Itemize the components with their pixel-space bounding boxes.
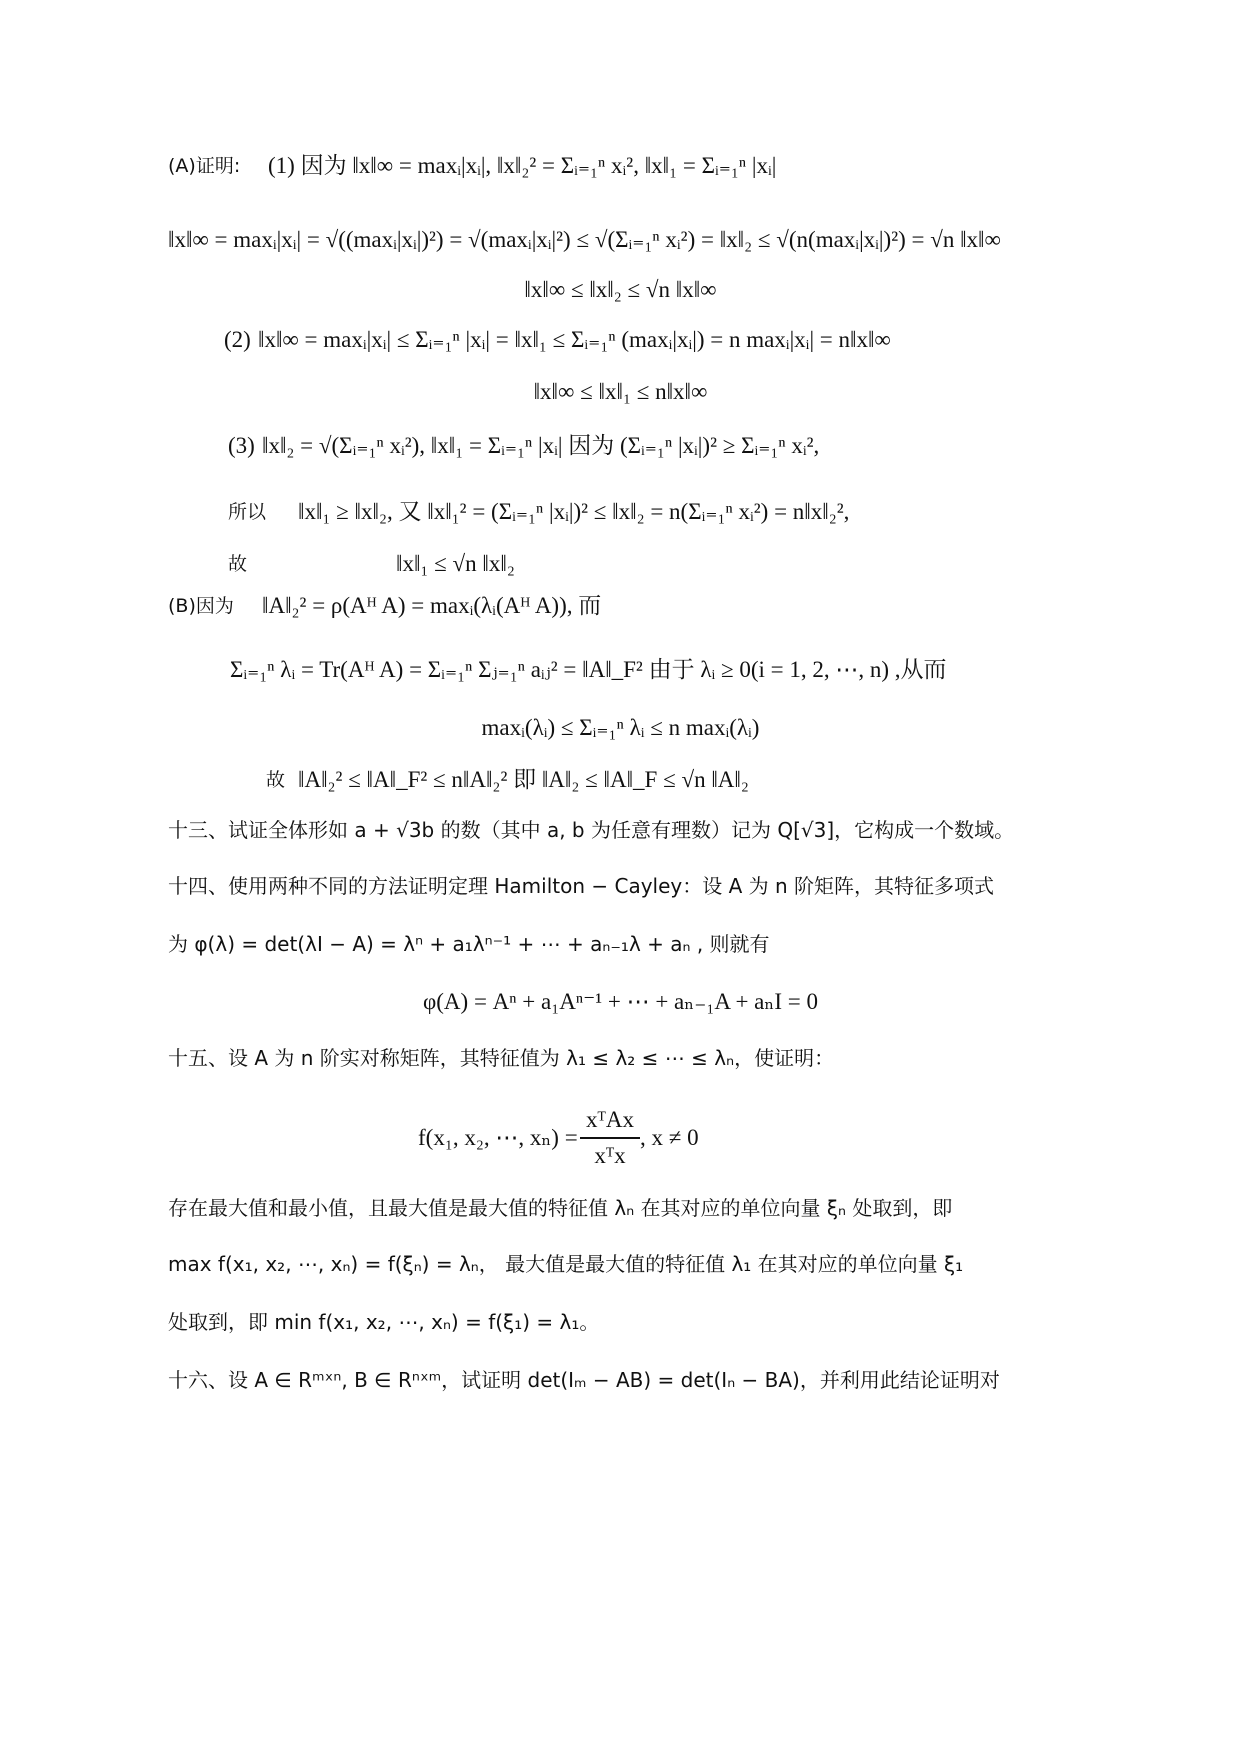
problem-15-text-2: max f(x₁, x₂, ⋯, xₙ) = f(ξₙ) = λₙ， 最大值是最大值的特征值 λ₁ 在其对应的单位向量 ξ₁ (168, 1252, 964, 1276)
part-b-result-formula: ‖A‖₂² ≤ ‖A‖_F² ≤ n‖A‖₂² 即 ‖A‖₂ ≤ ‖A‖_F ≤ √n ‖A‖₂ (298, 767, 749, 792)
part-a2-inequality-chain: ‖x‖∞ = maxᵢ|xᵢ| ≤ Σᵢ₌₁ⁿ |xᵢ| = ‖x‖₁ ≤ Σᵢ₌₁ⁿ (maxᵢ|xᵢ|) = n maxᵢ|xᵢ| = n‖x‖∞ (258, 327, 891, 352)
problem-15-lhs: f(x₁, x₂, ⋯, xₙ) = (418, 1125, 578, 1150)
part-b-max-inequality: maxᵢ(λᵢ) ≤ Σᵢ₌₁ⁿ λᵢ ≤ n maxᵢ(λᵢ) (481, 715, 760, 740)
problem-14: 十四、使用两种不同的方法证明定理 Hamilton − Cayley：设 A 为 n 阶矩阵，其特征多项式 (168, 874, 995, 898)
part-a3-so-formula: ‖x‖₁ ≥ ‖x‖₂, 又 ‖x‖₁² = (Σᵢ₌₁ⁿ |xᵢ|)² ≤ ‖x‖₂ = n(Σᵢ₌₁ⁿ xᵢ²) = n‖x‖₂², (298, 499, 850, 524)
part-a1-inequality-chain: ‖x‖∞ = maxᵢ|xᵢ| = √((maxᵢ|xᵢ|)²) = √(maxᵢ|xᵢ|²) ≤ √(Σᵢ₌₁ⁿ xᵢ²) = ‖x‖₂ ≤ √(n(maxᵢ|xᵢ|)²) = √n ‖x‖∞ (168, 227, 1001, 252)
part-a-intro-formula: (1) 因为 ‖x‖∞ = maxᵢ|xᵢ|, ‖x‖₂² = Σᵢ₌₁ⁿ xᵢ², ‖x‖₁ = Σᵢ₌₁ⁿ |xᵢ| (268, 153, 777, 178)
problem-15-denominator: xᵀx (594, 1143, 626, 1168)
problem-15-text-3: 处取到，即 min f(x₁, x₂, ⋯, xₙ) = f(ξ₁) = λ₁。 (168, 1310, 600, 1334)
problem-15: 十五、设 A 为 n 阶实对称矩阵，其特征值为 λ₁ ≤ λ₂ ≤ ⋯ ≤ λₙ，使证明： (168, 1046, 835, 1070)
part-a3-hence-label: 故 (228, 553, 248, 575)
part-a3-so-label: 所以 (228, 501, 267, 523)
part-a1-result: ‖x‖∞ ≤ ‖x‖₂ ≤ √n ‖x‖∞ (524, 277, 717, 302)
fraction-bar (580, 1137, 640, 1139)
part-a-label: (A)证明: (168, 155, 241, 177)
problem-16: 十六、设 A ∈ Rᵐˣⁿ, B ∈ Rⁿˣᵐ，试证明 det(Iₘ − AB) = det(Iₙ − BA)，并利用此结论证明对 (168, 1368, 1000, 1392)
part-b-label: (B)因为 (168, 595, 234, 617)
problem-15-rhs: , x ≠ 0 (640, 1125, 699, 1150)
part-a3-definitions: ‖x‖₂ = √(Σᵢ₌₁ⁿ xᵢ²), ‖x‖₁ = Σᵢ₌₁ⁿ |xᵢ| 因为 (Σᵢ₌₁ⁿ |xᵢ|)² ≥ Σᵢ₌₁ⁿ xᵢ², (262, 433, 820, 458)
problem-13: 十三、试证全体形如 a + √3b 的数（其中 a, b 为任意有理数）记为 Q[√3]，它构成一个数域。 (168, 818, 1015, 842)
part-a2-result: ‖x‖∞ ≤ ‖x‖₁ ≤ n‖x‖∞ (533, 379, 708, 404)
part-a3-hence-formula: ‖x‖₁ ≤ √n ‖x‖₂ (396, 551, 515, 576)
problem-15-numerator: xᵀAx (586, 1107, 634, 1132)
problem-14-equation: φ(A) = Aⁿ + a₁Aⁿ⁻¹ + ⋯ + aₙ₋₁A + aₙI = 0 (423, 989, 818, 1014)
part-b-trace-formula: Σᵢ₌₁ⁿ λᵢ = Tr(Aᴴ A) = Σᵢ₌₁ⁿ Σⱼ₌₁ⁿ aᵢⱼ² = ‖A‖_F² 由于 λᵢ ≥ 0(i = 1, 2, ⋯, n) ,从而 (230, 657, 947, 682)
part-b-intro-formula: ‖A‖₂² = ρ(Aᴴ A) = maxᵢ(λᵢ(Aᴴ A)), 而 (262, 593, 602, 618)
part-b-result-label: 故 (266, 769, 286, 791)
part-a3-label: (3) (228, 433, 255, 458)
problem-15-text-1: 存在最大值和最小值，且最大值是最大值的特征值 λₙ 在其对应的单位向量 ξₙ 处取到，即 (168, 1196, 953, 1220)
problem-14-polynomial: 为 φ(λ) = det(λI − A) = λⁿ + a₁λⁿ⁻¹ + ⋯ + aₙ₋₁λ + aₙ , 则就有 (168, 932, 770, 956)
part-a2-label: (2) (224, 327, 251, 352)
